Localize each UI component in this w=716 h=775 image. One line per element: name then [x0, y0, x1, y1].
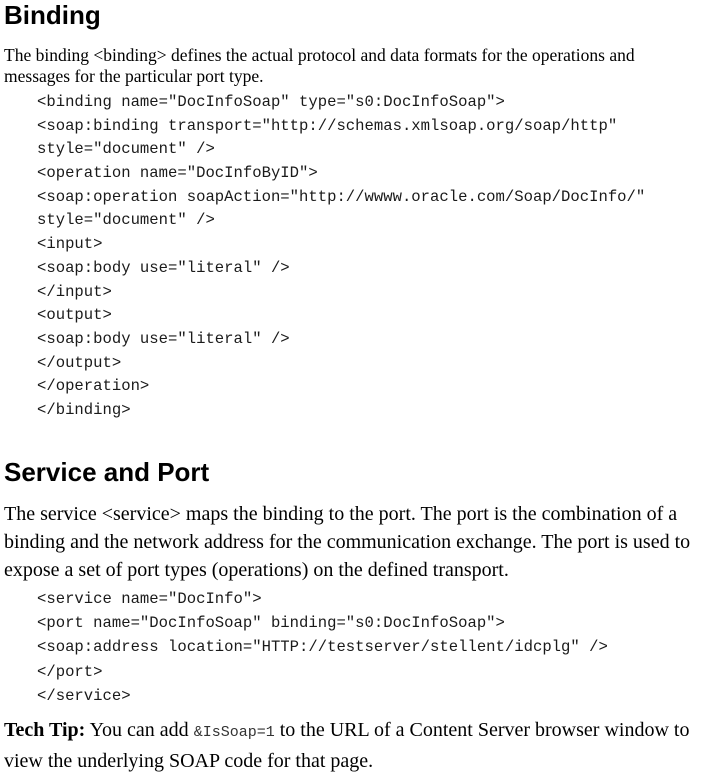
- code-line: <operation name="DocInfoByID">: [37, 164, 318, 183]
- code-line: <binding name="DocInfoSoap" type="s0:DocInfoSoap">: [37, 93, 505, 111]
- tech-tip: [4, 716, 716, 775]
- code-line: style="document" />: [37, 211, 215, 230]
- tech-tip-label: Tech Tip:: [4, 719, 86, 741]
- binding-paragraph: The binding <binding> defines the actual protocol and data formats for the operations and messages for the particular port type.: [4, 45, 635, 86]
- code-line: <soap:address location="HTTP://testserver/stellent/idcplg" />: [37, 638, 608, 657]
- code-line: <soap:body use="literal" />: [37, 258, 290, 277]
- code-line: <soap:binding transport="http://schemas.xmlsoap.org/soap/http": [37, 116, 618, 135]
- code-line: <input>: [37, 235, 103, 254]
- code-line: </input>: [37, 282, 112, 301]
- code-line: </service>: [37, 686, 131, 705]
- code-line: <output>: [37, 306, 112, 325]
- code-line: <service name="DocInfo">: [37, 590, 262, 608]
- code-line: style="document" />: [37, 140, 215, 159]
- tech-tip-text-after: to the URL of a Content Server browser window to view the underlying SOAP code for that page.: [4, 719, 690, 772]
- tech-tip-code: &IsSoap=1: [193, 724, 275, 741]
- code-line: <soap:body use="literal" />: [37, 329, 290, 348]
- binding-heading: Binding: [4, 0, 101, 30]
- code-line: </binding>: [37, 400, 131, 419]
- service-port-heading: Service and Port: [4, 457, 210, 487]
- code-line: </operation>: [37, 377, 150, 396]
- code-line: <soap:operation soapAction="http://wwww.oracle.com/Soap/DocInfo/": [37, 187, 646, 206]
- code-line: </port>: [37, 662, 103, 681]
- service-code-block: [37, 587, 608, 708]
- tech-tip-text-before: You can add: [85, 719, 194, 741]
- binding-code-block: [37, 91, 645, 423]
- code-line: </output>: [37, 353, 122, 372]
- code-line: <port name="DocInfoSoap" binding="s0:DocInfoSoap">: [37, 614, 505, 633]
- service-paragraph: The service <service> maps the binding to the port. The port is the combination of a binding and the network address for the communication exchange. The port is used to expose a set of port types (operations) on the defined transport.: [4, 503, 691, 581]
